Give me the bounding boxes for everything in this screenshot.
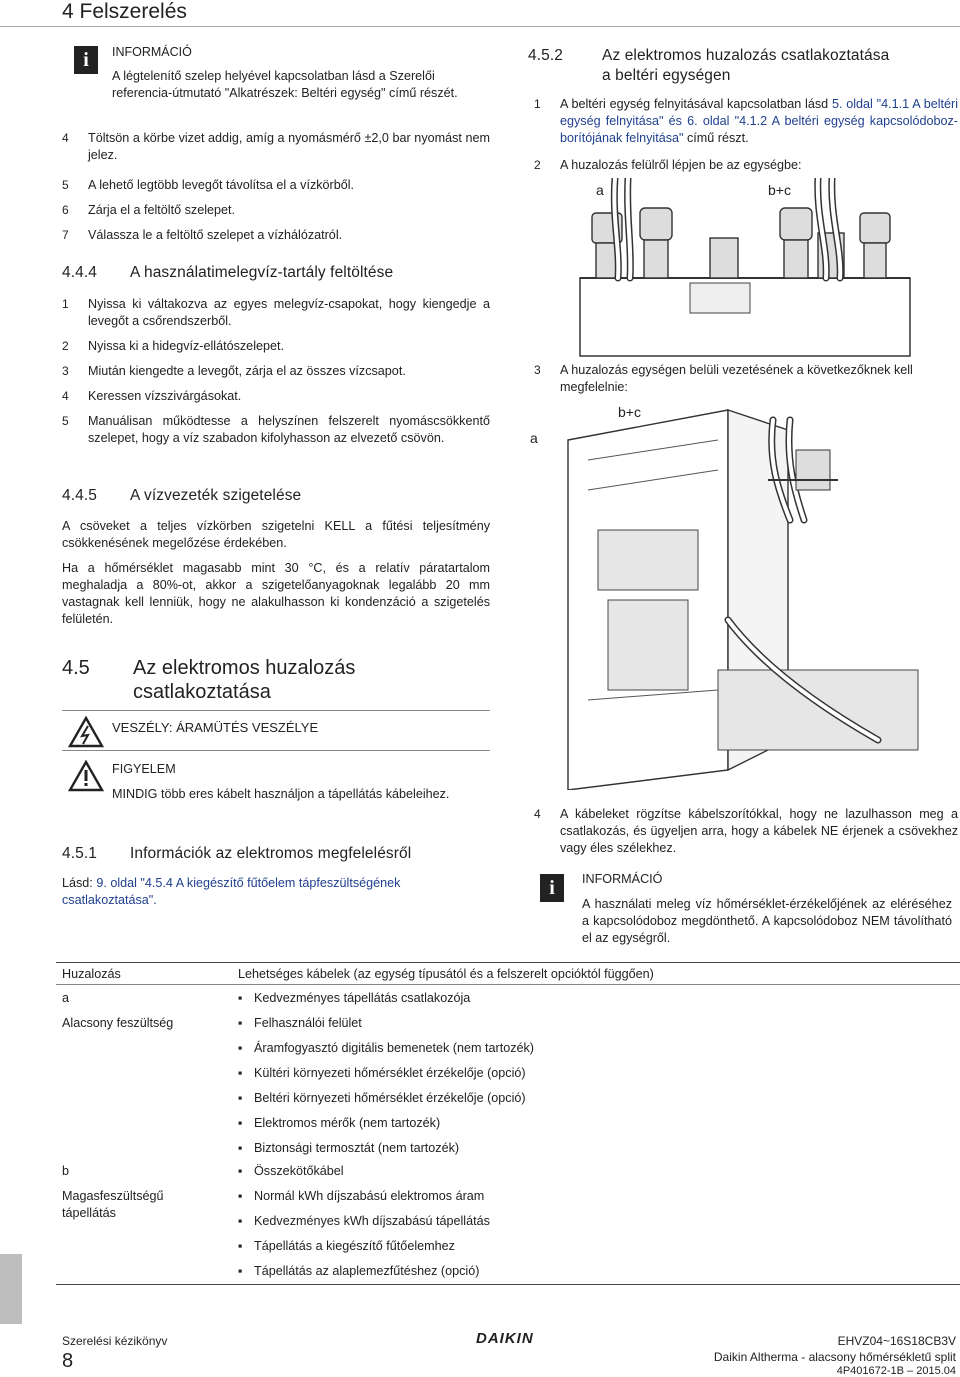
electric-hazard-icon [68, 716, 104, 753]
danger-rule-bottom [62, 750, 490, 751]
info-icon: i [74, 46, 98, 74]
danger-rule [62, 710, 490, 711]
table-header-rule [56, 984, 960, 985]
section-heading-4-4-5: 4.4.5 A vízvezeték szigetelése [62, 487, 302, 504]
table-cell: ▪ Elektromos mérők (nem tartozék) [238, 1116, 441, 1130]
info-title: INFORMÁCIÓ [582, 872, 663, 886]
section-title-4-5: Az elektromos huzalozás csatlakoztatása [133, 657, 356, 703]
step-item: 3 A huzalozás egységen belüli vezetésének a következőknek kell megfelelnie: [534, 363, 913, 394]
step-item: 4 Keressen vízszivárgásokat. [62, 389, 242, 403]
figure-label-b-c: b+c [768, 182, 791, 198]
warning-icon [68, 760, 104, 797]
paragraph: Ha a hőmérséklet magasabb mint 30 °C, és a relatív páratartalom meghaladja a 80%-ot, akkor a szigetelőanyagoknak legalább 20 mm vastagnak kell lenniük, hogy ne alakulhasson ki kondenzáció a szigetelés felületén. [62, 561, 490, 626]
footer-doc-id: 4P401672-1B – 2015.04 [836, 1365, 956, 1377]
figure-label-a: a [596, 182, 604, 198]
table-group-code: b [62, 1164, 70, 1178]
table-cell: ▪ Beltéri környezeti hőmérséklet érzékelője (opció) [238, 1091, 526, 1105]
step-item: 5 A lehető legtöbb levegőt távolítsa el a vízkörből. [62, 178, 355, 192]
table-cell: ▪ Összekötőkábel [238, 1164, 344, 1178]
caution-title: FIGYELEM [112, 762, 176, 776]
danger-title: VESZÉLY: ÁRAMÜTÉS VESZÉLYE [112, 720, 319, 735]
cross-reference-link[interactable]: 9. oldal "4.5.4 A kiegészítő fűtőelem tápfeszültségének csatlakoztatása". [62, 876, 401, 907]
section-heading-4-5-1: 4.5.1 Információk az elektromos megfelelésről [62, 845, 412, 862]
step-item: 2 A huzalozás felülről lépjen be az egységbe: [534, 158, 802, 172]
section-number-4-5: 4.5 [62, 657, 90, 679]
table-cell: ▪ Kedvezményes kWh díjszabású tápellátás [238, 1214, 490, 1228]
step-item: 1 Nyissa ki váltakozva az egyes melegvíz-csapokat, hogy kiengedje a levegőt a csőrendszerből. [62, 297, 490, 328]
section-heading-4-4-4: 4.4.4 A használatimelegvíz-tartály feltöltése [62, 264, 394, 281]
cable-table [56, 962, 960, 963]
step-item: 5 Manuálisan működtesse a helyszínen felszerelt nyomáscsökkentő szelepet, hogy a víz szabadon kifolyhasson az elvezető csövön. [62, 414, 490, 445]
step-item: 4 Töltsön a körbe vizet addig, amíg a nyomásmérő ±2,0 bar nyomást nem jelez. [62, 131, 490, 162]
section-heading-4-5-2: 4.5.2 Az elektromos huzalozás csatlakoztatása a beltéri egységen [528, 47, 890, 84]
table-cell: ▪ Normál kWh díjszabású elektromos áram [238, 1189, 485, 1203]
step-item: 6 Zárja el a feltöltő szelepet. [62, 203, 236, 217]
info-text: A használati meleg víz hőmérséklet-érzékelőjének az eléréséhez a kapcsolódoboz megdönthető. A kapcsolódoboz NEM távolítható el az egységről. [582, 897, 952, 945]
paragraph: A csöveket a teljes vízkörben szigetelni KELL a fűtési teljesítmény csökkenésének megelőzése érdekében. [62, 519, 490, 550]
table-cell: ▪ Kültéri környezeti hőmérséklet érzékelője (opció) [238, 1066, 526, 1080]
table-cell: ▪ Áramfogyasztó digitális bemenetek (nem tartozék) [238, 1041, 534, 1055]
footer-model: EHVZ04~16S18CB3V [837, 1334, 956, 1348]
step-item: 4 A kábeleket rögzítse kábelszorítókkal, hogy ne lazulhasson meg a csatlakozás, és ügyeljen arra, hogy a kábelek NE érjenek a csövekhez vagy éles szélekhez. [534, 807, 958, 855]
table-cell: ▪ Tápellátás a kiegészítő fűtőelemhez [238, 1239, 455, 1253]
cross-reference-link[interactable]: 5. oldal "4.1.1 A beltéri egység felnyitása" és 6. oldal "4.1.2 A beltéri egység kapcsolódoboz-borítójának felnyitása" [560, 97, 958, 145]
table-cell: ▪ Kedvezményes tápellátás csatlakozója [238, 991, 471, 1005]
chapter-side-tab [0, 1254, 22, 1324]
table-group-name: Magasfeszültségű tápellátás [62, 1189, 164, 1220]
figure-label-a: a [530, 430, 538, 446]
step-item: 2 Nyissa ki a hidegvíz-ellátószelepet. [62, 339, 284, 353]
table-header-cables: Lehetséges kábelek (az egység típusától és a felszerelt opcióktól függően) [238, 967, 654, 981]
table-cell: ▪ Felhasználói felület [238, 1016, 362, 1030]
footer-manual-title: Szerelési kézikönyv [62, 1334, 168, 1348]
caution-text: MINDIG több eres kábelt használjon a tápellátás kábeleihez. [112, 787, 450, 801]
table-group-code: a [62, 991, 70, 1005]
info-text: A légtelenítő szelep helyével kapcsolatban lásd a Szerelői referencia-útmutató "Alkatrészek: Beltéri egység" című részét. [112, 69, 458, 100]
table-bottom-rule [56, 1284, 960, 1285]
table-cell: ▪ Tápellátás az alaplemezfűtéshez (opció) [238, 1264, 480, 1278]
step-item: 1 A beltéri egység felnyitásával kapcsolatban lásd 5. oldal "4.1.1 A beltéri egység felnyitása" és 6. oldal "4.1.2 A beltéri egység kapcsolódoboz-borítójának felnyitása" című részt. [534, 97, 958, 145]
table-header-wiring: Huzalozás [62, 967, 121, 981]
info-title: INFORMÁCIÓ [112, 45, 192, 59]
internal-routing-figure [528, 400, 958, 790]
step-item: 7 Válassza le a feltöltő szelepet a vízhálózatról. [62, 228, 343, 242]
page-number: 8 [62, 1350, 74, 1372]
see-reference: Lásd: 9. oldal "4.5.4 A kiegészítő fűtőelem tápfeszültségének csatlakoztatása". [62, 876, 401, 907]
footer-product: Daikin Altherma - alacsony hőmérsékletű split [713, 1350, 956, 1364]
chapter-title: 4 Felszerelés [62, 0, 187, 23]
figure-label-b-c: b+c [618, 404, 641, 420]
table-group-name: Alacsony feszültség [62, 1016, 174, 1030]
info-icon: i [540, 874, 564, 902]
table-cell: ▪ Biztonsági termosztát (nem tartozék) [238, 1141, 460, 1155]
step-item: 3 Miután kiengedte a levegőt, zárja el az összes vízcsapot. [62, 364, 406, 378]
brand-logo: DAIKIN [476, 1330, 534, 1347]
wiring-entry-figure [560, 178, 935, 358]
